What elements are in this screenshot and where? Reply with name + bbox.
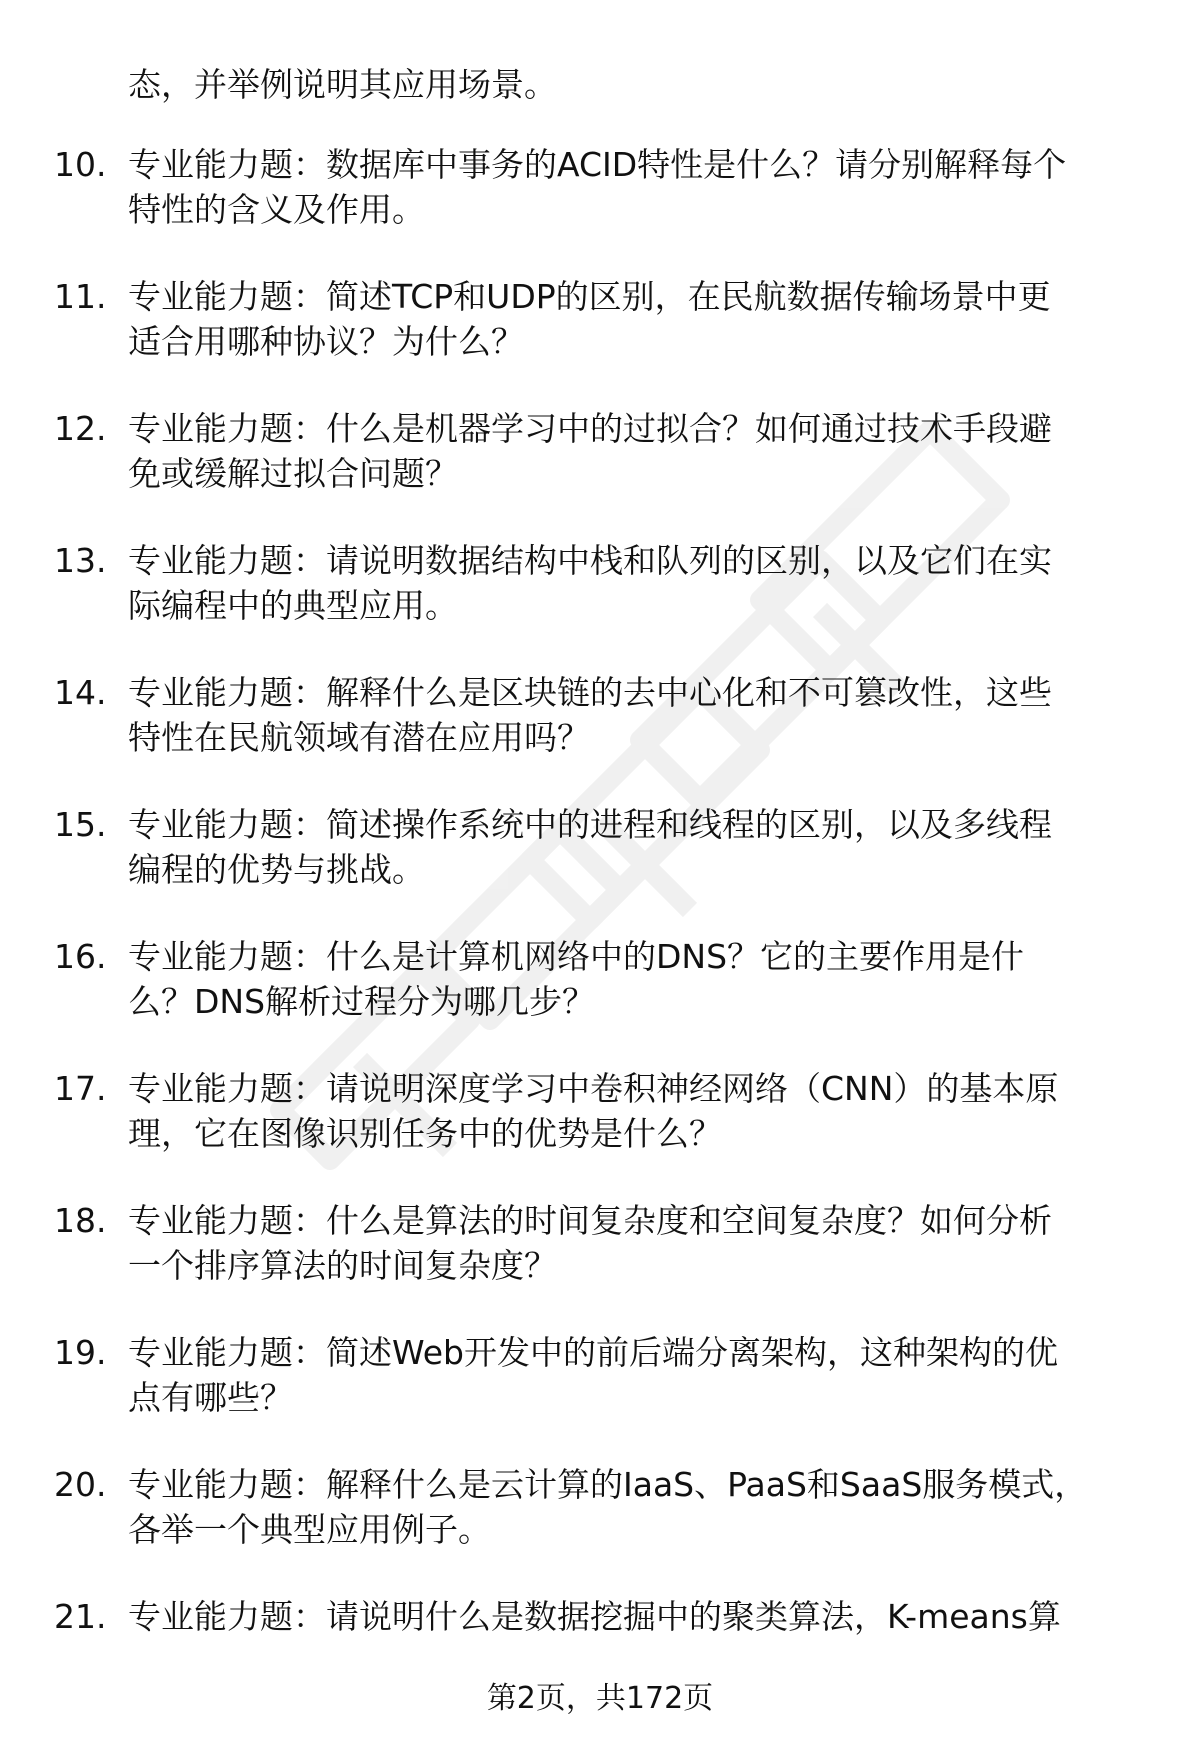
- question-text: [128, 1330, 1168, 1420]
- question-number: 10.: [54, 145, 107, 184]
- question-text-line: 专业能力题：什么是机器学习中的过拟合？如何通过技术手段避: [128, 409, 1052, 448]
- question-text: [128, 934, 1168, 1024]
- question-number: 11.: [54, 277, 107, 316]
- question-text: [128, 1594, 1168, 1639]
- question-item: [0, 670, 1200, 802]
- question-text-line: 际编程中的典型应用。: [128, 586, 458, 625]
- question-text: [128, 1066, 1168, 1156]
- question-list: [0, 142, 1200, 1726]
- question-item: [0, 934, 1200, 1066]
- question-text-line: 专业能力题：什么是算法的时间复杂度和空间复杂度？如何分析: [128, 1201, 1052, 1240]
- question-text-line: 专业能力题：简述TCP和UDP的区别，在民航数据传输场景中更: [128, 277, 1051, 316]
- question-item: [0, 406, 1200, 538]
- question-item: [0, 1462, 1200, 1594]
- question-text-line: 专业能力题：请说明什么是数据挖掘中的聚类算法，K-means算: [128, 1597, 1061, 1636]
- question-text: [128, 670, 1168, 760]
- question-text-line: 理，它在图像识别任务中的优势是什么？: [128, 1114, 722, 1153]
- question-text: [128, 802, 1168, 892]
- question-text-line: 点有哪些？: [128, 1378, 293, 1417]
- question-text-line: 专业能力题：数据库中事务的ACID特性是什么？请分别解释每个: [128, 145, 1067, 184]
- question-number: 19.: [54, 1333, 107, 1372]
- question-item: [0, 274, 1200, 406]
- question-number: 16.: [54, 937, 107, 976]
- question-text-line: 特性的含义及作用。: [128, 190, 425, 229]
- continued-question-text: 态，并举例说明其应用场景。: [128, 65, 557, 104]
- question-number: 18.: [54, 1201, 107, 1240]
- question-text: [128, 406, 1168, 496]
- question-number: 12.: [54, 409, 107, 448]
- question-number: 21.: [54, 1597, 107, 1636]
- question-text-line: 么？DNS解析过程分为哪几步？: [128, 982, 596, 1021]
- question-text-line: 专业能力题：请说明深度学习中卷积神经网络（CNN）的基本原: [128, 1069, 1059, 1108]
- question-text: [128, 538, 1168, 628]
- question-item: [0, 538, 1200, 670]
- question-text: [128, 274, 1168, 364]
- question-item: [0, 802, 1200, 934]
- question-text-line: 编程的优势与挑战。: [128, 850, 425, 889]
- question-item: [0, 1330, 1200, 1462]
- question-number: 20.: [54, 1465, 107, 1504]
- question-text-line: 专业能力题：简述Web开发中的前后端分离架构，这种架构的优: [128, 1333, 1058, 1372]
- question-text-line: 专业能力题：解释什么是云计算的IaaS、PaaS和SaaS服务模式，: [128, 1465, 1088, 1504]
- question-number: 14.: [54, 673, 107, 712]
- question-number: 17.: [54, 1069, 107, 1108]
- question-item: [0, 142, 1200, 274]
- question-text: [128, 1198, 1168, 1288]
- page-number-footer: 第2页，共172页: [486, 1681, 714, 1716]
- question-number: 13.: [54, 541, 107, 580]
- question-text-line: 适合用哪种协议？为什么？: [128, 322, 524, 361]
- question-number: 15.: [54, 805, 107, 844]
- question-text-line: 专业能力题：解释什么是区块链的去中心化和不可篡改性，这些: [128, 673, 1052, 712]
- question-text: [128, 142, 1168, 232]
- question-item: [0, 1066, 1200, 1198]
- question-text-line: 专业能力题：简述操作系统中的进程和线程的区别，以及多线程: [128, 805, 1052, 844]
- question-text-line: 特性在民航领域有潜在应用吗？: [128, 718, 590, 757]
- question-item: [0, 1198, 1200, 1330]
- question-text-line: 专业能力题：请说明数据结构中栈和队列的区别，以及它们在实: [128, 541, 1052, 580]
- question-text-line: 专业能力题：什么是计算机网络中的DNS？它的主要作用是什: [128, 937, 1025, 976]
- question-text-line: 一个排序算法的时间复杂度？: [128, 1246, 557, 1285]
- question-text-line: 免或缓解过拟合问题？: [128, 454, 458, 493]
- question-text: [128, 1462, 1168, 1552]
- question-text-line: 各举一个典型应用例子。: [128, 1510, 491, 1549]
